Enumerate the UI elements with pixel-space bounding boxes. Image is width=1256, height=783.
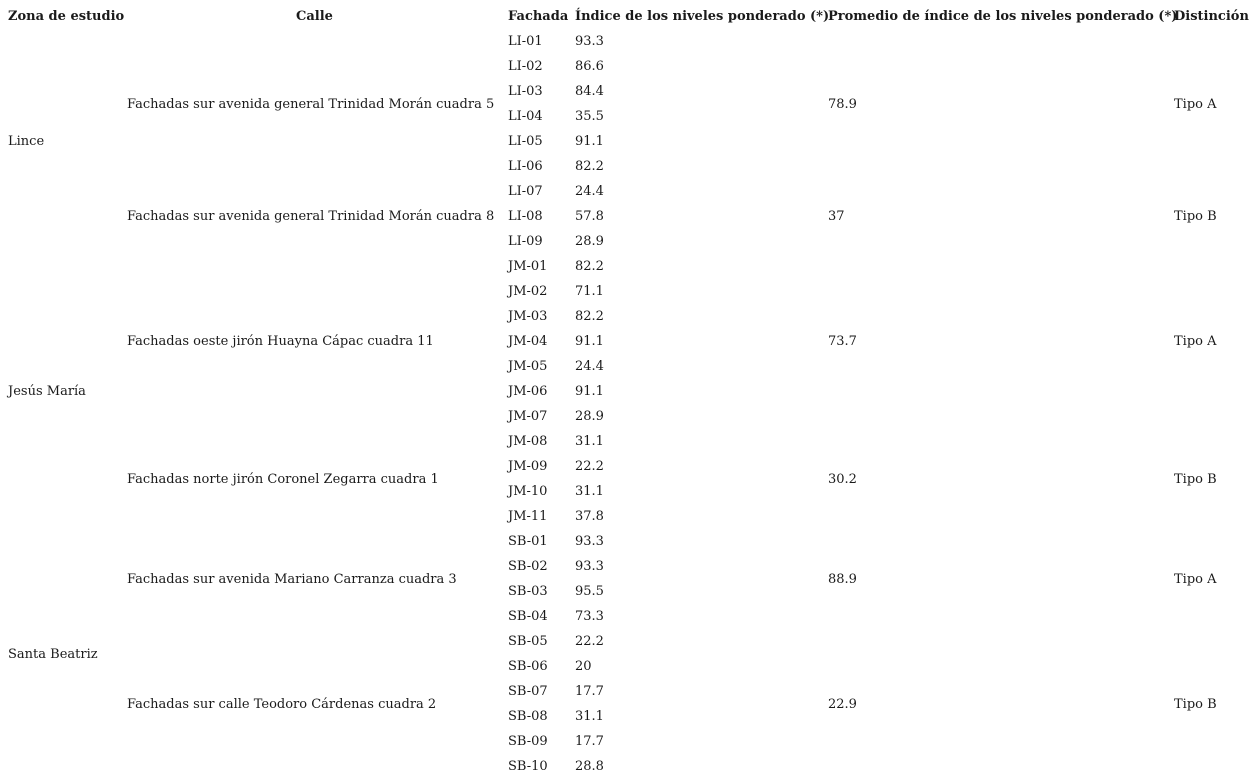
facade-indice: 91.1 <box>575 384 604 399</box>
facade-id: JM-09 <box>508 459 548 474</box>
street-name: Fachadas sur avenida general Trinidad Morán cuadra 8 <box>127 209 495 224</box>
facade-indice: 93.3 <box>575 534 604 549</box>
facade-id: JM-08 <box>508 434 548 449</box>
facade-indice: 82.2 <box>575 259 604 274</box>
street-distincion: Tipo A <box>1174 97 1217 112</box>
zone-name: Lince <box>8 134 45 149</box>
facade-id: LI-07 <box>508 184 543 199</box>
facade-indice: 93.3 <box>575 34 604 49</box>
street-name: Fachadas sur avenida general Trinidad Morán cuadra 5 <box>127 97 495 112</box>
facade-id: LI-08 <box>508 209 543 224</box>
facade-id: LI-09 <box>508 234 543 249</box>
street-distincion: Tipo A <box>1174 572 1217 587</box>
facade-id: JM-01 <box>508 259 548 274</box>
facade-id: JM-02 <box>508 284 548 299</box>
facade-indice: 93.3 <box>575 559 604 574</box>
facade-indice: 84.4 <box>575 84 604 99</box>
zone-name: Santa Beatriz <box>8 647 98 662</box>
facade-indice: 71.1 <box>575 284 604 299</box>
facade-id: SB-07 <box>508 684 548 699</box>
facade-id: LI-04 <box>508 109 543 124</box>
facade-indice: 28.8 <box>575 759 604 774</box>
facade-id: SB-05 <box>508 634 548 649</box>
facade-id: LI-06 <box>508 159 543 174</box>
street-distincion: Tipo B <box>1174 472 1217 487</box>
header-calle: Calle <box>296 9 333 24</box>
facade-indice: 28.9 <box>575 409 604 424</box>
facade-indice: 22.2 <box>575 459 604 474</box>
facade-id: JM-06 <box>508 384 548 399</box>
facade-indice: 22.2 <box>575 634 604 649</box>
facade-indice: 20 <box>575 659 592 674</box>
facade-indice: 91.1 <box>575 334 604 349</box>
facade-id: JM-03 <box>508 309 548 324</box>
facade-id: SB-06 <box>508 659 548 674</box>
facade-id: SB-04 <box>508 609 548 624</box>
facade-indice: 37.8 <box>575 509 604 524</box>
header-indice: Índice de los niveles ponderado (*) <box>575 9 830 24</box>
street-name: Fachadas sur avenida Mariano Carranza cuadra 3 <box>127 572 457 587</box>
street-distincion: Tipo B <box>1174 697 1217 712</box>
header-fachada: Fachada <box>508 9 569 24</box>
facade-indice: 35.5 <box>575 109 604 124</box>
facade-id: LI-02 <box>508 59 543 74</box>
facade-indice: 17.7 <box>575 684 604 699</box>
facade-indice: 82.2 <box>575 309 604 324</box>
street-name: Fachadas norte jirón Coronel Zegarra cuadra 1 <box>127 472 439 487</box>
facade-id: SB-08 <box>508 709 548 724</box>
header-distincion: Distinción <box>1174 9 1249 24</box>
facade-indice: 73.3 <box>575 609 604 624</box>
street-distincion: Tipo A <box>1174 334 1217 349</box>
facade-indice: 86.6 <box>575 59 604 74</box>
facade-id: JM-07 <box>508 409 548 424</box>
facade-id: JM-11 <box>508 509 548 524</box>
facade-id: LI-03 <box>508 84 543 99</box>
street-name: Fachadas oeste jirón Huayna Cápac cuadra 11 <box>127 334 434 349</box>
facade-indice: 17.7 <box>575 734 604 749</box>
facade-indice: 95.5 <box>575 584 604 599</box>
facade-id: LI-01 <box>508 34 543 49</box>
facade-id: SB-09 <box>508 734 548 749</box>
street-name: Fachadas sur calle Teodoro Cárdenas cuadra 2 <box>127 697 437 712</box>
facade-indice: 31.1 <box>575 484 604 499</box>
facade-id: SB-03 <box>508 584 548 599</box>
facade-indice: 24.4 <box>575 184 604 199</box>
zone-name: Jesús María <box>8 384 86 399</box>
street-promedio: 78.9 <box>828 97 857 112</box>
street-distincion: Tipo B <box>1174 209 1217 224</box>
facade-id: SB-01 <box>508 534 548 549</box>
street-promedio: 88.9 <box>828 572 857 587</box>
facade-indice: 82.2 <box>575 159 604 174</box>
facade-id: LI-05 <box>508 134 543 149</box>
street-promedio: 22.9 <box>828 697 857 712</box>
street-promedio: 30.2 <box>828 472 857 487</box>
facade-indice: 31.1 <box>575 709 604 724</box>
facade-id: JM-05 <box>508 359 548 374</box>
facade-indice: 57.8 <box>575 209 604 224</box>
facade-id: SB-10 <box>508 759 548 774</box>
facade-indice: 31.1 <box>575 434 604 449</box>
facade-indice: 28.9 <box>575 234 604 249</box>
facade-indice: 91.1 <box>575 134 604 149</box>
facade-id: SB-02 <box>508 559 548 574</box>
facade-id: JM-10 <box>508 484 548 499</box>
header-zona: Zona de estudio <box>8 9 125 24</box>
street-promedio: 73.7 <box>828 334 857 349</box>
facade-id: JM-04 <box>508 334 548 349</box>
header-promedio: Promedio de índice de los niveles ponderado (*) <box>828 9 1178 24</box>
facade-indice: 24.4 <box>575 359 604 374</box>
street-promedio: 37 <box>828 209 845 224</box>
